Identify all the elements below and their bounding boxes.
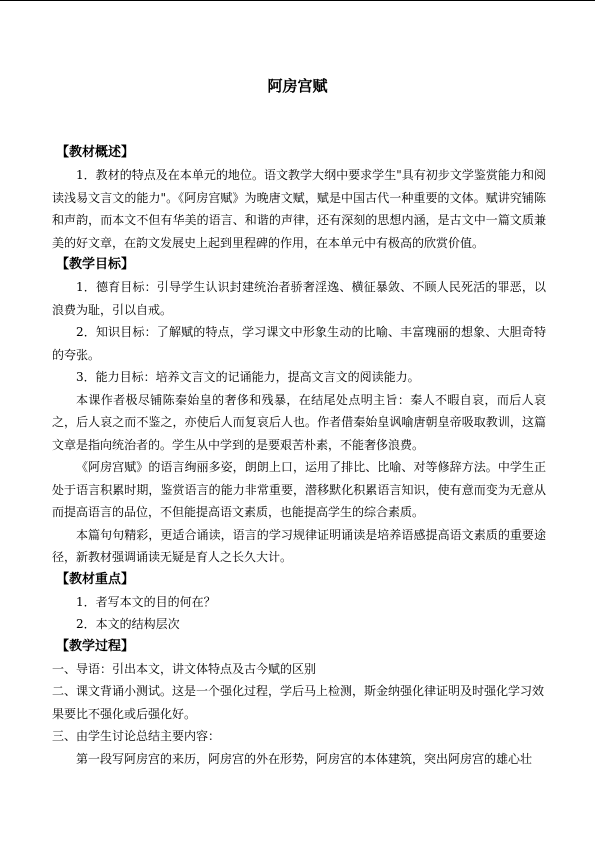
paragraph: 本篇句句精彩，更适合诵读，语言的学习规律证明诵读是培养语感提高语文素质的重要途径，新教材强调诵读无疑是育人之长久大计。 xyxy=(52,527,546,564)
section-heading-overview: 【教材概述】 xyxy=(56,145,135,160)
paragraph: 1．者写本文的目的何在？ xyxy=(76,594,216,609)
paragraph: 《阿房宫赋》的语言绚丽多姿，朗朗上口，运用了排比、比喻、对等修辞方法。中学生正处于语言积累时期，鉴赏语言的能力非常重要，潜移默化积累语言知识，使有意而变为无意从而提高语言的品位，不但能提高语文素质，也能提高学生的综合素质。 xyxy=(52,460,546,519)
paragraph: 1．教材的特点及在本单元的地位。语文教学大纲中要求学生"具有初步文学鉴赏能力和阅读浅易文言文的能力"。《阿房宫赋》为晚唐文赋，赋是中国古代一种重要的文体。赋讲究铺陈和声韵，而本文不但有华美的语言、和谐的声律，还有深刻的思想内涵，是古文中一篇文质兼美的好文章，在韵文发展史上起到里程碑的作用，在本单元中有极高的欣赏价值。 xyxy=(52,168,546,250)
page-title: 阿房宫赋 xyxy=(267,77,328,95)
section-heading-goals: 【教学目标】 xyxy=(56,257,135,272)
document-body xyxy=(52,142,546,770)
paragraph: 3．能力目标：培养文言文的记诵能力，提高文言文的阅读能力。 xyxy=(76,370,420,384)
paragraph: 1．德育目标：引导学生认识封建统治者骄奢淫逸、横征暴敛、不顾人民死活的罪恶，以浪费为耻，引以自戒。 xyxy=(52,280,546,317)
paragraph: 三、由学生讨论总结主要内容： xyxy=(52,729,221,743)
paragraph: 一、导语：引出本文，讲文体特点及古今赋的区别 xyxy=(52,661,317,676)
paragraph: 二、课文背诵小测试。这是一个强化过程，学后马上检测，斯金纳强化律证明及时强化学习效果要比不强化或后强化好。 xyxy=(52,684,545,721)
paragraph: 本课作者极尽铺陈秦始皇的奢侈和残暴，在结尾处点明主旨：秦人不暇自哀，而后人哀之，后人哀之而不鉴之，亦使后人而复哀后人也。作者借秦始皇讽喻唐朝皇帝吸取教训，这篇文章是指向统治者的。学生从中学到的是要艰苦朴素，不能奢侈浪费。 xyxy=(52,392,546,452)
paragraph: 第一段写阿房宫的来历，阿房宫的外在形势，阿房宫的本体建筑，突出阿房宫的雄心壮 xyxy=(76,751,533,766)
paragraph: 2．本文的结构层次 xyxy=(76,617,180,631)
page-top-border xyxy=(0,0,595,1)
section-heading-key-points: 【教材重点】 xyxy=(56,571,135,587)
section-heading-process: 【教学过程】 xyxy=(56,638,135,654)
paragraph: 2．知识目标：了解赋的特点，学习课文中形象生动的比喻、丰富瑰丽的想象、大胆奇特的夸张。 xyxy=(52,325,546,362)
